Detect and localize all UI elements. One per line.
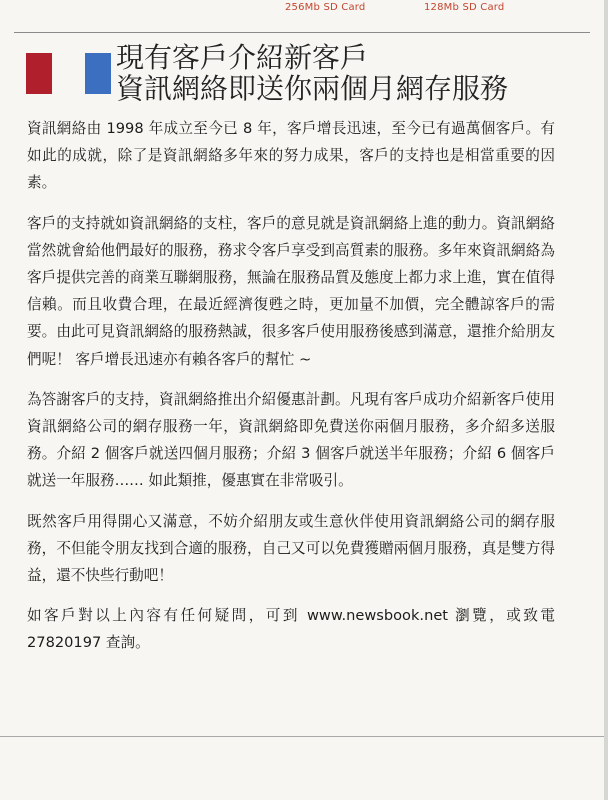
paragraph-referral-offer: 為答謝客戶的支持，資訊網絡推出介紹優惠計劃。凡現有客戶成功介紹新客戶使用資訊網絡公司的網存服務一年，資訊網絡即免費送你兩個月服務，多介紹多送服務。介紹 2 個客戶就送四個月服務；介紹 3 個客戶就送半年服務；介紹 6 個客戶就送一年服務…… 如此類推，優惠實在非常吸引。	[27, 390, 555, 490]
article-body	[27, 115, 555, 670]
paragraph-intro: 資訊網絡由 1998 年成立至今已 8 年，客戶增長迅速，至今已有過萬個客戶。有如此的成就，除了是資訊網絡多年來的努力成果，客戶的支持也是相當重要的因素。	[27, 120, 555, 192]
headline-line-2: 資訊網絡即送你兩個月網存服務	[116, 72, 509, 105]
red-square-decoration	[26, 53, 52, 94]
headline	[116, 42, 586, 104]
top-divider	[14, 32, 590, 33]
paragraph-call-to-action: 既然客戶用得開心又滿意，不妨介紹朋友或生意伙伴使用資訊網絡公司的網存服務，不但能令朋友找到合適的服務，自己又可以免費獲贈兩個月服務，真是雙方得益，還不快些行動吧！	[27, 512, 555, 585]
bottom-divider	[0, 736, 608, 737]
paragraph-contact: 如客戶對以上內容有任何疑問，可到 www.newsbook.net 瀏覽，或致電 27820197 查詢。	[27, 607, 555, 652]
blue-square-decoration	[85, 53, 111, 94]
caption-256mb-sd-card: 256Mb SD Card	[285, 2, 366, 13]
caption-128mb-sd-card: 128Mb SD Card	[424, 2, 505, 13]
page-edge-shadow	[604, 0, 608, 800]
paragraph-support: 客戶的支持就如資訊網絡的支柱，客戶的意見就是資訊網絡上進的動力。資訊網絡當然就會給他們最好的服務，務求令客戶享受到高質素的服務。多年來資訊網絡為客戶提供完善的商業互聯網服務，無論在服務品質及態度上都力求上進，實在值得信賴。而且收費合理，在最近經濟復甦之時，更加量不加價，完全體諒客戶的需要。由此可見資訊網絡的服務熱誠，很多客戶使用服務後感到滿意，還推介給朋友們呢！ 客戶增長迅速亦有賴各客戶的幫忙 ~	[27, 214, 555, 368]
headline-line-1: 現有客戶介紹新客戶	[116, 41, 369, 74]
